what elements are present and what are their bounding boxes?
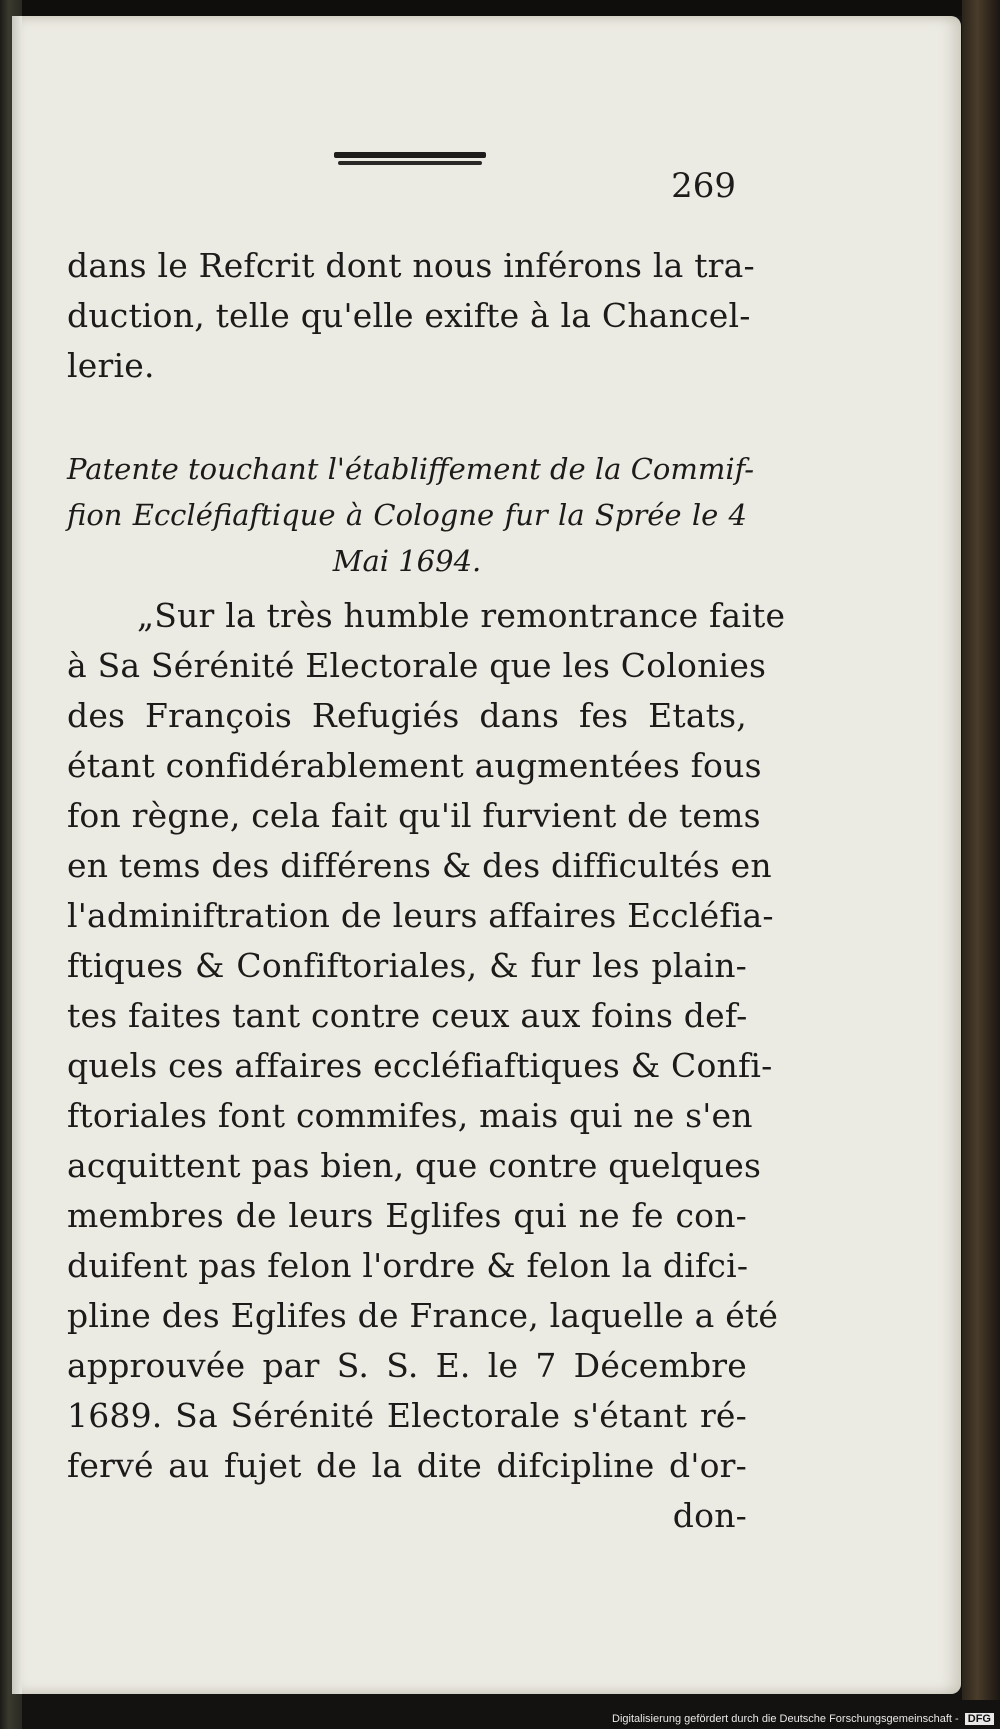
heading-line: Patente touchant l'établiffement de la Commif- <box>67 452 755 486</box>
page-number: 269 <box>671 166 736 206</box>
scan-border-top <box>0 0 1000 16</box>
section-heading <box>67 446 755 584</box>
text-line: 1689. Sa Sérénité Electorale s'étant ré- <box>67 1396 747 1435</box>
book-page <box>12 16 961 1694</box>
intro-paragraph <box>67 241 755 391</box>
body-paragraph <box>67 591 786 1541</box>
catchword: don- <box>672 1496 747 1535</box>
heading-line: Mai 1694. <box>332 544 482 578</box>
book-spine <box>962 0 1000 1700</box>
page-gutter <box>12 16 22 1694</box>
text-line: tes faites tant contre ceux aux foins def- <box>67 996 748 1035</box>
credit-text: Digitalisierung gefördert durch die Deutsche Forschungsgemeinschaft - <box>612 1713 959 1725</box>
text-line: membres de leurs Eglifes qui ne fe con- <box>67 1196 747 1235</box>
text-line: l'adminiftration de leurs affaires Eccléfia- <box>67 896 774 935</box>
text-line: duction, telle qu'elle exifte à la Chancel- <box>67 296 751 335</box>
text-line: acquittent pas bien, que contre quelques <box>67 1146 762 1185</box>
text-line: dans le Refcrit dont nous inférons la tra- <box>67 246 755 285</box>
text-line: fervé au fujet de la dite difcipline d'or- <box>67 1446 747 1485</box>
text-line: „Sur la très humble remontrance faite <box>137 596 786 635</box>
text-line: quels ces affaires eccléfiaftiques & Confi- <box>67 1046 773 1085</box>
digitization-credit <box>612 1713 994 1725</box>
text-line: des François Refugiés dans fes Etats, <box>67 696 747 735</box>
ornament-rule-bottom <box>338 161 482 165</box>
dfg-logo: DFG <box>965 1713 994 1725</box>
text-line: en tems des différens & des difficultés en <box>67 846 772 885</box>
heading-line: fion Eccléfiaftique à Cologne fur la Sprée le 4 <box>67 498 747 532</box>
text-line: fon règne, cela fait qu'il furvient de tems <box>67 796 761 835</box>
text-line: duifent pas felon l'ordre & felon la difci- <box>67 1246 749 1285</box>
text-line: approuvée par S. S. E. le 7 Décembre <box>67 1346 747 1385</box>
text-line: ftoriales font commifes, mais qui ne s'en <box>67 1096 753 1135</box>
header-ornament <box>334 152 486 168</box>
text-line: ftiques & Confiftoriales, & fur les plain- <box>67 946 747 985</box>
ornament-rule-top <box>334 152 486 158</box>
text-line: à Sa Sérénité Electorale que les Colonies <box>67 646 767 685</box>
text-line: lerie. <box>67 346 155 385</box>
text-line: pline des Eglifes de France, laquelle a été <box>67 1296 779 1335</box>
text-line: étant confidérablement augmentées fous <box>67 746 762 785</box>
